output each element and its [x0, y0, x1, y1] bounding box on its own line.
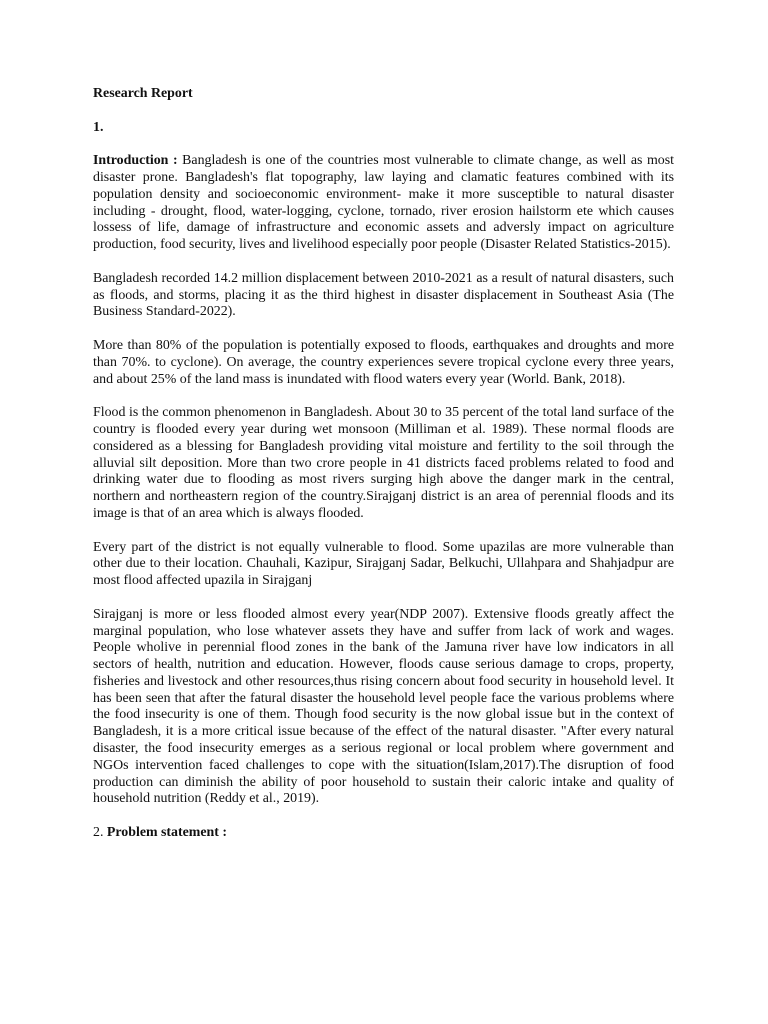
section2-title: Problem statement : — [106, 825, 227, 841]
paragraph-flood-phenomenon: Flood is the common phenomenon in Bangladesh. About 30 to 35 percent of the total land surface of the country is flooded every year during wet monsoon (Milliman et al. 1989). These normal floods are considered as a blessing for Bangladesh providing vital moisture and fertility to the soil through the alluvial silt deposition. More than two crore people in 41 districts faced problems related to food and drinking water due to flooding as most rivers surging high above the danger mark in the central, northern and northeastern region of the country.Sirajganj district is an area of perennial floods and its image is that of an area which is always flooded. — [93, 405, 674, 521]
document-page — [93, 86, 674, 859]
paragraph-exposure: More than 80% of the population is potentially exposed to floods, earthquakes and droughts and more than 70%. to cyclone). On average, the country experiences severe tropical cyclone every three years, and about 25% of the land mass is inundated with flood waters every year (World. Bank, 2018). — [93, 337, 674, 387]
paragraph-district-vulnerability: Every part of the district is not equally vulnerable to flood. Some upazilas are more vulnerable than other due to their location. Chauhali, Kazipur, Sirajganj Sadar, Belkuchi, Ullahpara and Shahjadpur are most flood affected upazila in Sirajganj — [93, 539, 674, 589]
document-title: Research Report — [93, 86, 193, 101]
paragraph-displacement: Bangladesh recorded 14.2 million displacement between 2010-2021 as a result of natural disasters, such as floods, and storms, placing it as the third highest in disaster displacement in Southeast Asia (The Business Standard-2022). — [93, 270, 674, 320]
introduction-text: Bangladesh is one of the countries most vulnerable to climate change, as well as most disaster prone. Bangladesh's flat topography, law laying and clamatic features combined with its population density and socioeconomic environment- make it more susceptible to natural disaster including - drought, flood, water-logging, cyclone, tornado, river erosion hailstorm ete which causes lossess of life, damage of infrastructure and economic assets and adversly impact on agriculture production, food security, lives and livelihood especially poor people (Disaster Related Statistics-2015). — [93, 153, 674, 253]
introduction-paragraph — [93, 153, 674, 254]
section2-heading — [93, 825, 674, 842]
section-number: 1. — [93, 119, 104, 135]
paragraph-sirajganj: Sirajganj is more or less flooded almost every year(NDP 2007). Extensive floods greatly affect the marginal population, who lose whatever assets they have and suffer from lack of work and wages. People wholive in perennial flood zones in the bank of the Jamuna river have low indicators in all sectors of health, nutrition and education. However, floods cause serious damage to crops, property, fisheries and livestock and other resources,thus rising concern about food security in household level. It has been seen that after the fatural disaster the household level people face the various problems where the food insecurity is one of them. Though food security is the now global issue but in the context of Bangladesh, it is a more critical issue because of the effect of the natural disaster. "After every natural disaster, the food insecurity emerges as a serious regional or local problem where government and NGOs intervention faced challenges to cope with the situation(Islam,2017).The disruption of food production can diminish the ability of poor household to sustain their caloric intake and quality of household nutrition (Reddy et al., 2019). — [93, 606, 674, 807]
introduction-label: Introduction : — [93, 153, 178, 169]
section2-number: 2. — [93, 825, 107, 841]
